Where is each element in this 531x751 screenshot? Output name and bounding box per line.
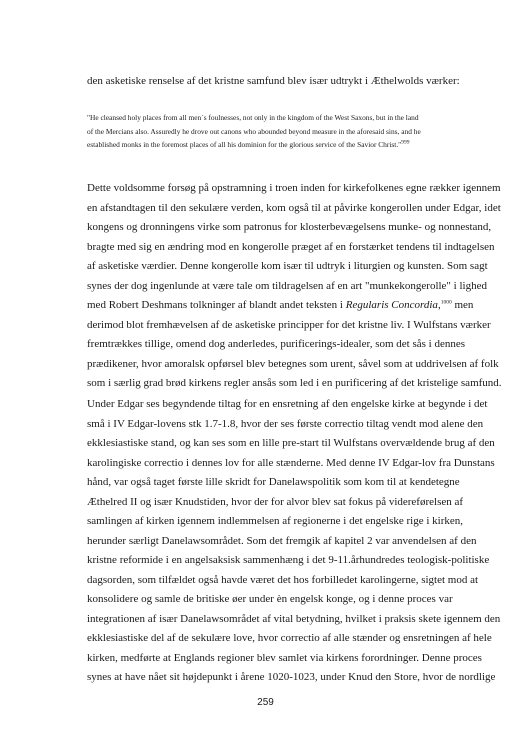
quote-line-text: established monks in the foremost places of all his dominion for the glorious service of the Savior Christ." <box>87 140 402 149</box>
paragraph-line: herunder særligt Danelawsområdet. Som det fremgik af kapitel 2 var anvendelsen af den <box>87 534 477 547</box>
block-quote <box>87 111 448 152</box>
paragraph-line: bragte med sig en ændring mod en kongerolle præget af en forstærket tendens til indtagelsen <box>87 240 495 253</box>
paragraph-text: men <box>451 299 474 311</box>
paragraph-line: synes at have nået sit højdepunkt i årene 1020-1023, under Knud den Store, hvor de nordlige <box>87 671 496 683</box>
intro-sentence <box>87 74 460 89</box>
quote-line-last <box>87 138 448 152</box>
paragraph-line: integrationen af især Danelawsområdet af vital betydning, hvilket i praksis skete igennem den <box>87 612 501 625</box>
italic-title: Regularis Concordia <box>345 299 438 311</box>
paragraph-2 <box>87 395 501 688</box>
footnote-marker: 999 <box>401 139 410 146</box>
paragraph-text: med Robert Deshmans tolkninger af blandt andet teksten i <box>87 299 346 311</box>
paragraph-line: kristne reformide i en angelsaksisk sammenhæng i det 9-11.århundredes teologisk-politiske <box>87 554 490 566</box>
paragraph-line: Under Edgar ses begyndende tiltag for en ensretning af den engelske kirke at begynde i det <box>87 398 488 410</box>
paragraph-line: Æthelred II og især Knudstiden, hvor der for alvor blev sat fokus på videreførelsen af <box>87 495 464 508</box>
paragraph-line: kongens og dronningens virke som patronus for klosterbevægelsens munke- og nonnestand, <box>87 221 492 233</box>
paragraph-1 <box>87 179 502 394</box>
paragraph-line: ekklesiastiske stand, og kan ses som en lille pre-start til Wulfstans overvældende brug af den <box>87 437 495 449</box>
paragraph-line: en afstandtagen til den sekulære verden, kom også til at påvirke kongerollen under Edgar, idet <box>87 201 501 214</box>
paragraph-line: konsolidere og samle de britiske øer under èn engelsk konge, og i denne proces var <box>87 593 453 605</box>
paragraph-line: kirken, medførte at Englands regioner blev samlet via kirkens forordninger. Denne proces <box>87 651 482 664</box>
paragraph-line: som i særlig grad brød kirkens regler ansås som led i en purificering af det kristelige samfund. <box>87 377 502 389</box>
paragraph-line: karolingiske correctio i dennes lov for alle stænderne. Med denne IV Edgar-lov fra Dunstans <box>87 456 495 469</box>
paragraph-line-with-footnote: med Robert Deshmans tolkninger af blandt andet teksten i Regularis Concordia,$^{1000}$ men <box>87 299 474 311</box>
paragraph-line: af asketiske værdier. Denne kongerolle kom især til udtryk i liturgien og kunsten. Som sagt <box>87 260 488 272</box>
paragraph-line: små i IV Edgar-lovens stk 1.7-1.8, hvor der ses første correctio tiltag vendt mod alene den <box>87 417 484 430</box>
quote-line: "He cleansed holy places from all men´s foulnesses, not only in the kingdom of the West Saxons, but in the land <box>87 113 419 122</box>
paragraph-line: Dette voldsomme forsøg på opstramning i troen inden for kirkefolkenes egne rækker igennem <box>87 182 501 194</box>
paragraph-line: prædikener, hvor amoralsk opførsel blev betegnes som urent, såvel som at uddrivelsen af folk <box>87 357 499 370</box>
paragraph-line: ekklesiastiske del af de sekulære love, hvor correctio af alle stænder og ensretningen af hele <box>87 632 492 644</box>
paragraph-line: dagsorden, som tilfældet også havde været det hos forbilledet karolingerne, sigtet mod at <box>87 573 479 586</box>
paragraph-line: hånd, var også taget første lille skridt for Danelawspolitik som kom til at kendetegne <box>87 476 460 488</box>
paragraph-line: derimod blot fremhævelsen af de asketiske principper for det kristne liv. I Wulfstans værker <box>87 318 491 331</box>
paragraph-line: synes der dog ingenlunde at være tale om tildragelsen af en art "munkekongerolle" i lighed <box>87 279 487 292</box>
page-number: 259 <box>257 697 274 708</box>
paragraph-line: fremtrækkes tillige, omend dog anderledes, purificerings-idealer, som det sås i dennes <box>87 338 466 350</box>
quote-line: of the Mercians also. Assuredly he drove out canons who abounded beyond measure in the aforesaid sins, and he <box>87 126 421 136</box>
footnote-marker: 1000 <box>440 299 452 306</box>
intro-line: den asketiske renselse af det kristne samfund blev især udtrykt i Æthelwolds værker: <box>87 75 460 87</box>
paragraph-line: samlingen af kirken igennem indlemmelsen af regionerne i det engelske rige i kirken, <box>87 515 464 527</box>
